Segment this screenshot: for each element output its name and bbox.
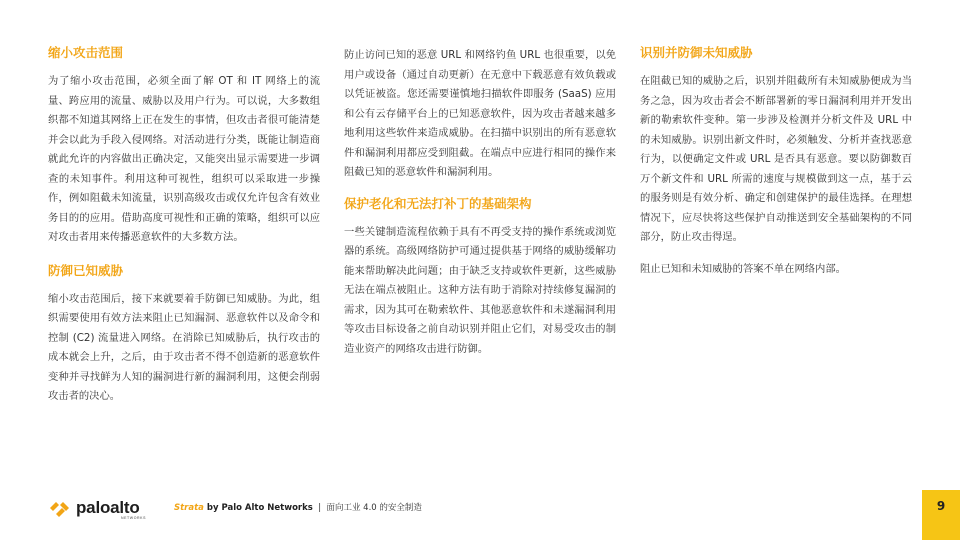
page-number: 9: [936, 499, 946, 513]
section-heading-legacy-infrastructure: 保护老化和无法打补丁的基础架构: [344, 195, 532, 211]
section-body-unknown-threats: 在阻截已知的威胁之后，识别并阻截所有未知威胁便成为当务之急，因为攻击者会不断部署新的零日漏洞利用并开发出新的勒索软件变种。第一步涉及检测并分析文件及 URL 中的未知威胁。识别出新文件时，必须触发、分析并查找恶意行为，以便确定文件或 URL 是否具有恶意。要以防御数百万个新文件和 URL 所需的速度与规模做到这一点，基于云的服务则是有效分析、确定和创建保护的最佳选择。在理想情况下，应尽快将这些保护自动推送到安全基础架构的不同部分，防止攻击得逞。: [640, 75, 912, 243]
paloalto-logo: [48, 496, 147, 520]
paloalto-mark-icon: [48, 497, 72, 519]
page-footer: [0, 490, 960, 540]
logo-networks: NETWORKS: [121, 516, 147, 520]
section-body-legacy-infrastructure: 一些关键制造流程依赖于具有不再受支持的操作系统或浏览器的系统。高级网络防护可通过提供基于网络的威胁缓解功能来帮助解决此问题；由于缺乏支持或软件更新，这些威胁无法在端点被阻止。这种方法有助于消除对持续修复漏洞的需求，因为其可在勒索软件、其他恶意软件和未遂漏洞利用等攻击目标设备之前自动识别并阻止它们，对易受攻击的制造业资产的网络攻击进行防御。: [344, 225, 616, 355]
column-left: [48, 44, 320, 419]
paragraph-closing: 阻止已知和未知威胁的答案不单在网络内部。: [640, 262, 846, 275]
section-heading-prevent-known-threats: 防御已知威胁: [48, 262, 124, 278]
footer-separator: |: [312, 503, 327, 513]
column-right: [640, 44, 912, 291]
logo-wordmark: paloalto: [76, 498, 140, 517]
section-heading-unknown-threats: 识别并防御未知威胁: [640, 45, 753, 60]
column-middle: [344, 46, 616, 371]
footer-by: by Palo Alto Networks: [203, 503, 313, 513]
paragraph-malicious-urls: 防止访问已知的恶意 URL 和网络钓鱼 URL 也很重要，以免用户或设备（通过自动更新）在无意中下载恶意有效负载或以凭证被盗。您还需要谨慎地扫描软件即服务 (SaaS) 应用和公有云存储平台上的已知恶意软件，因为攻击者越来越多地利用这些软件来造成威胁。在扫描中识别出的所有恶意软件和漏洞利用都应受到阻截。在端点中应进行相同的操作来阻截已知的恶意软件和漏洞利用。: [344, 49, 616, 178]
page-number-badge: [922, 490, 960, 540]
section-heading-reduce-attack-surface: 缩小攻击范围: [48, 45, 124, 60]
section-body-reduce-attack-surface: 为了缩小攻击范围，必须全面了解 OT 和 IT 网络上的流量、跨应用的流量、威胁以及用户行为。可以说，大多数组织都不知道其网络上正在发生的事情，但攻击者很可能清楚并会以此为手段入侵网络。对活动进行分类，既能让制造商就此允许的内容做出正确决定，又能突出显示需要进一步调查的未知事件。利用这种可视性，组织可以采取进一步操作，例如阻截未知流量，识别高级攻击或仅允许包含有效业务目的的应用。借助高度可视性和正确的策略，组织可以应对攻击者用来传播恶意软件的大多数方法。: [48, 75, 320, 243]
footer-caption: [174, 501, 422, 513]
footer-subtitle: 面向工业 4.0 的安全制造: [326, 503, 422, 513]
footer-strata: Strata: [174, 503, 204, 513]
section-body-prevent-known-threats: 缩小攻击范围后，接下来就要着手防御已知威胁。为此，组织需要使用有效方法来阻止已知漏洞、恶意软件以及命令和控制 (C2) 流量进入网络。在消除已知威胁后，执行攻击的成本就会上升，之后，由于攻击者不得不创造新的恶意软件变种并寻找鲜为人知的漏洞进行新的漏洞利用，这便会削弱攻击者的决心。: [48, 292, 320, 402]
